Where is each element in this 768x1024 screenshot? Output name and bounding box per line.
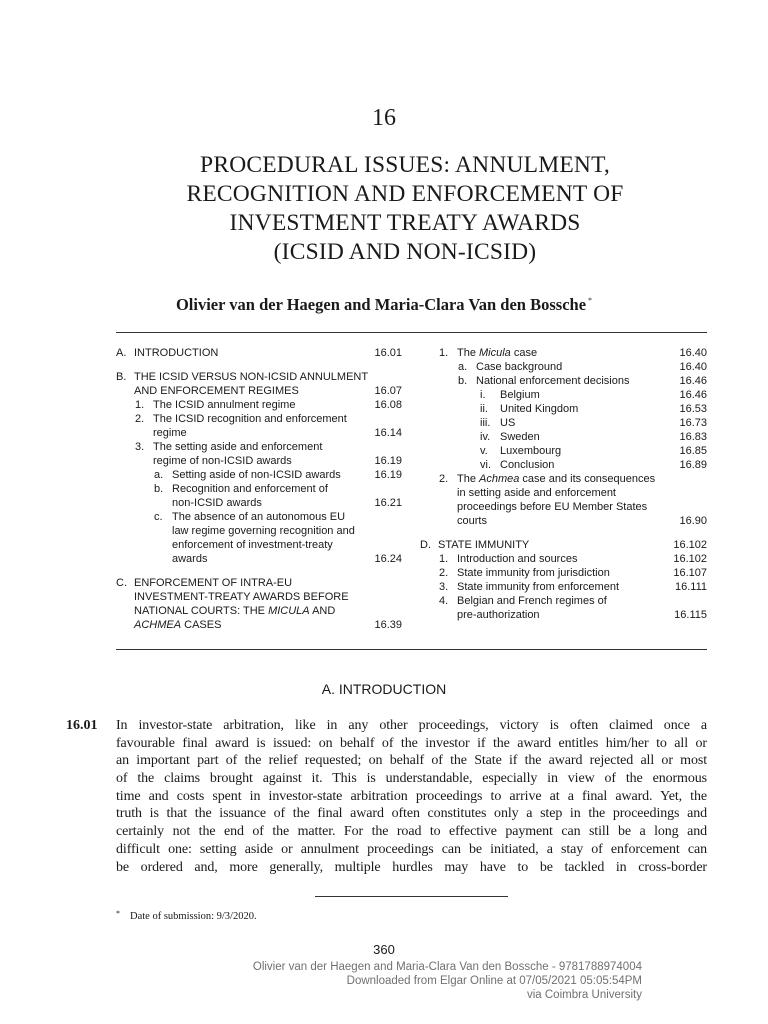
toc-entry-paragraph-ref: 16.115 (674, 609, 707, 621)
authors (0, 291, 768, 315)
footnote-text: Date of submission: 9/3/2020. (130, 911, 257, 922)
toc-entry-text: National enforcement decisions (476, 375, 630, 387)
toc-entry[interactable] (420, 486, 707, 500)
chapter-title (100, 151, 710, 267)
toc-entry-paragraph-ref: 16.24 (374, 553, 402, 565)
toc-entry-paragraph-ref: 16.07 (374, 385, 402, 397)
toc-entry[interactable] (420, 566, 707, 580)
toc-entry-paragraph-ref: 16.73 (679, 417, 707, 429)
chapter-title-line: RECOGNITION AND ENFORCEMENT OF (186, 181, 624, 207)
toc-entry-text: NATIONAL COURTS: THE MICULA AND (134, 605, 336, 617)
toc-entry-text: US (500, 417, 516, 429)
toc-entry-label: 1. (439, 347, 449, 359)
toc-entry[interactable] (420, 430, 707, 444)
toc-entry-paragraph-ref: 16.40 (679, 347, 707, 359)
toc-top-rule (116, 332, 707, 333)
toc-entry-text: regime (153, 427, 187, 439)
table-of-contents-right (420, 346, 707, 622)
toc-entry-paragraph-ref: 16.102 (673, 553, 707, 565)
toc-entry-text: Conclusion (500, 459, 555, 471)
paragraph-line: of the claims brought against it. This is understandable, especially in view of the enormous (116, 771, 707, 787)
toc-entry[interactable] (420, 458, 707, 472)
toc-entry[interactable] (116, 468, 402, 482)
toc-entry[interactable] (420, 472, 707, 486)
toc-entry-label: 3. (439, 581, 449, 593)
toc-entry[interactable] (420, 416, 707, 430)
toc-entry-paragraph-ref: 16.39 (374, 619, 402, 631)
toc-entry-paragraph-ref: 16.19 (374, 469, 402, 481)
toc-entry[interactable] (420, 608, 707, 622)
toc-entry[interactable] (116, 538, 402, 552)
toc-entry[interactable] (116, 510, 402, 524)
watermark-line: Olivier van der Haegen and Maria-Clara Van den Bossche - 9781788974004 (252, 961, 642, 973)
toc-entry[interactable] (116, 496, 402, 510)
toc-entry-text: Luxembourg (500, 445, 562, 457)
toc-entry-label: b. (154, 483, 164, 495)
toc-entry-paragraph-ref: 16.102 (673, 539, 707, 551)
toc-entry[interactable] (420, 538, 707, 552)
toc-entry-text: The ICSID recognition and enforcement (153, 413, 347, 425)
toc-entry-label: C. (116, 577, 127, 589)
toc-entry[interactable] (116, 346, 402, 360)
toc-entry-text: Case background (476, 361, 563, 373)
case-name-italic: Achmea (479, 473, 520, 485)
toc-entry-label: A. (116, 347, 127, 359)
toc-spacer (116, 360, 402, 370)
toc-entry-text: Belgium (500, 389, 540, 401)
watermark-line: via Coimbra University (526, 989, 642, 1001)
toc-entry-text: awards (172, 553, 208, 565)
toc-entry-paragraph-ref: 16.89 (679, 459, 707, 471)
toc-entry-text: Sweden (500, 431, 540, 443)
toc-entry-paragraph-ref: 16.83 (679, 431, 707, 443)
toc-entry-paragraph-ref: 16.21 (374, 497, 402, 509)
toc-entry-text: The setting aside and enforcement (153, 441, 323, 453)
section-heading: A. INTRODUCTION (321, 681, 447, 697)
toc-entry-text: Introduction and sources (457, 553, 578, 565)
case-name-italic: ACHMEA (134, 619, 182, 631)
toc-entry-text: Belgian and French regimes of (457, 595, 607, 607)
toc-entry-text: Recognition and enforcement of (172, 483, 328, 495)
toc-entry-paragraph-ref: 16.53 (679, 403, 707, 415)
watermark-line: Downloaded from Elgar Online at 07/05/2021 05:05:54PM (346, 975, 642, 987)
toc-entry-paragraph-ref: 16.46 (679, 389, 707, 401)
paragraph-body (116, 717, 707, 876)
toc-entry-label: b. (458, 375, 468, 387)
page-number: 360 (373, 942, 395, 957)
toc-entry-label: i. (480, 389, 486, 401)
footnote (116, 907, 257, 923)
toc-entry-label: 2. (439, 567, 449, 579)
paragraph-number: 16.01 (66, 718, 98, 733)
toc-entry-text: ACHMEA CASES (134, 619, 222, 631)
toc-entry[interactable] (116, 412, 402, 426)
toc-entry[interactable] (116, 576, 402, 590)
toc-entry-text: State immunity from jurisdiction (457, 567, 610, 579)
toc-entry[interactable] (420, 594, 707, 608)
toc-entry-text: courts (457, 515, 487, 527)
toc-entry-text: THE ICSID VERSUS NON-ICSID ANNULMENT (134, 371, 369, 383)
toc-entry-label: B. (116, 371, 127, 383)
toc-entry[interactable] (420, 346, 707, 360)
toc-entry-paragraph-ref: 16.85 (679, 445, 707, 457)
author-footnote-mark[interactable]: * (588, 296, 593, 305)
toc-entry[interactable] (116, 590, 402, 604)
toc-entry-text: STATE IMMUNITY (438, 539, 530, 551)
toc-entry[interactable] (420, 388, 707, 402)
download-watermark (253, 960, 642, 1002)
toc-spacer (420, 528, 707, 538)
footnote-mark: * (116, 909, 120, 918)
toc-entry-text: United Kingdom (500, 403, 579, 415)
toc-spacer (116, 566, 402, 576)
toc-entry-text: ENFORCEMENT OF INTRA-EU (134, 577, 293, 589)
toc-entry[interactable] (116, 370, 402, 384)
toc-entry[interactable] (420, 374, 707, 388)
paragraph-line: certainly not the end of the matter. For the road to effective payment can still be a long and (116, 824, 707, 840)
paragraph-line: favourable final award is issued: on behalf of the investor if the award entitles him/her to all or (116, 735, 707, 751)
toc-entry-label: 3. (135, 441, 145, 453)
toc-entry-paragraph-ref: 16.46 (679, 375, 707, 387)
toc-entry[interactable] (116, 482, 402, 496)
toc-entry-text: The absence of an autonomous EU (172, 511, 346, 523)
toc-entry-paragraph-ref: 16.90 (679, 515, 707, 527)
toc-entry-text: The Micula case (457, 347, 538, 359)
toc-entry-text: INVESTMENT-TREATY AWARDS BEFORE (134, 591, 349, 603)
toc-entry[interactable] (420, 514, 707, 528)
toc-entry-text: in setting aside and enforcement (457, 487, 616, 499)
toc-entry[interactable] (116, 618, 402, 632)
toc-entry-text: State immunity from enforcement (457, 581, 620, 593)
toc-entry-text: Setting aside of non-ICSID awards (172, 469, 341, 481)
toc-entry-text: pre-authorization (457, 609, 540, 621)
toc-entry-text: enforcement of investment-treaty (172, 539, 333, 551)
paragraph-line: time and costs spent in investor-state arbitration proceedings to arrive at a final award. Yet, the (116, 788, 707, 804)
toc-entry[interactable] (116, 384, 402, 398)
toc-entry-label: c. (154, 511, 163, 523)
toc-entry-text: INTRODUCTION (134, 347, 219, 359)
paragraph-line: truth is that the issuance of the final award often constitutes only a step in the proceedings and (116, 806, 707, 822)
toc-entry[interactable] (116, 524, 402, 538)
toc-entry-label: iii. (480, 417, 491, 429)
toc-entry-paragraph-ref: 16.14 (374, 427, 402, 439)
toc-entry[interactable] (116, 604, 402, 618)
toc-bottom-rule (116, 649, 707, 650)
toc-entry-label: a. (458, 361, 468, 373)
toc-entry-label: 2. (439, 473, 449, 485)
toc-entry-label: v. (480, 445, 488, 457)
toc-entry-label: 4. (439, 595, 449, 607)
toc-entry-paragraph-ref: 16.111 (674, 581, 707, 593)
toc-entry[interactable] (116, 426, 402, 440)
table-of-contents-left (116, 346, 402, 632)
chapter-title-line: INVESTMENT TREATY AWARDS (229, 210, 581, 236)
toc-entry-paragraph-ref: 16.19 (374, 455, 402, 467)
toc-entry-paragraph-ref: 16.40 (679, 361, 707, 373)
paragraph-line: In investor-state arbitration, like in any other proceedings, victory is often claimed once a (116, 718, 707, 733)
toc-entry-label: vi. (480, 459, 491, 471)
paragraph-line: an important part of the relief requested; on behalf of the State if the award rejected all or most (116, 753, 707, 769)
toc-entry[interactable] (420, 580, 707, 594)
paragraph-line: difficult one: setting aside or annulment proceedings can be initiated, a stay of enforcement can (116, 841, 707, 857)
toc-entry[interactable] (420, 360, 707, 374)
toc-entry[interactable] (420, 552, 707, 566)
toc-entry-label: 1. (439, 553, 449, 565)
toc-entry[interactable] (116, 398, 402, 412)
toc-entry-paragraph-ref: 16.01 (374, 347, 402, 359)
toc-entry-text: The Achmea case and its consequences (457, 473, 656, 485)
toc-entry-paragraph-ref: 16.107 (673, 567, 707, 579)
chapter-title-line: PROCEDURAL ISSUES: ANNULMENT, (200, 152, 610, 178)
toc-entry-text: The ICSID annulment regime (153, 399, 296, 411)
toc-entry-label: 2. (135, 413, 145, 425)
toc-entry-paragraph-ref: 16.08 (374, 399, 402, 411)
toc-entry-label: D. (420, 539, 431, 551)
chapter-number: 16 (372, 105, 396, 131)
toc-entry[interactable] (116, 440, 402, 454)
toc-entry-text: AND ENFORCEMENT REGIMES (134, 385, 299, 397)
toc-entry-text: law regime governing recognition and (172, 525, 355, 537)
toc-entry-text: regime of non-ICSID awards (153, 455, 292, 467)
toc-entry-text: non-ICSID awards (172, 497, 262, 509)
toc-entry-label: a. (154, 469, 164, 481)
footnote-rule (315, 896, 508, 897)
toc-entry-label: 1. (135, 399, 145, 411)
chapter-title-line: (ICSID AND NON-ICSID) (273, 239, 537, 265)
toc-entry[interactable] (420, 444, 707, 458)
case-name-italic: MICULA (268, 605, 310, 617)
case-name-italic: Micula (479, 347, 511, 359)
toc-entry[interactable] (420, 402, 707, 416)
toc-entry[interactable] (116, 454, 402, 468)
toc-entry-label: ii. (480, 403, 488, 415)
paragraph-line: be ordered and, more generally, multiple hurdles may have to be tackled in cross-border (116, 859, 707, 875)
author-names: Olivier van der Haegen and Maria-Clara Van den Bossche (175, 295, 587, 314)
toc-entry[interactable] (420, 500, 707, 514)
toc-entry-label: iv. (480, 431, 491, 443)
toc-entry[interactable] (116, 552, 402, 566)
toc-entry-text: proceedings before EU Member States (457, 501, 648, 513)
